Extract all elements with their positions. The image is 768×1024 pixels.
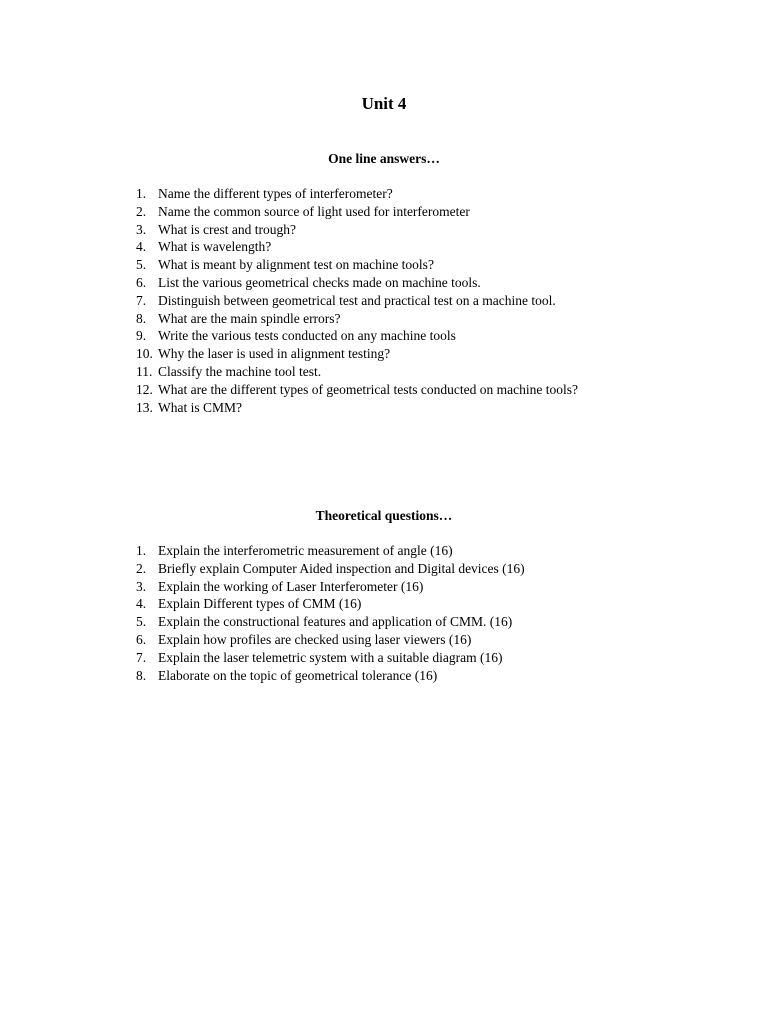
- question-item: [136, 613, 525, 631]
- theoretical-questions-list: [136, 542, 525, 684]
- question-number: 4.: [136, 596, 147, 612]
- question-item: [136, 381, 578, 399]
- question-item: [136, 667, 525, 685]
- one-line-questions-list: [136, 185, 578, 416]
- question-text: Explain the laser telemetric system with a suitable diagram (16): [158, 649, 503, 665]
- question-number: 5.: [136, 257, 147, 273]
- question-number: 3.: [136, 221, 147, 237]
- question-text: What is wavelength?: [158, 239, 272, 255]
- question-number: 6.: [136, 274, 147, 290]
- question-item: [136, 578, 525, 596]
- question-number: 7.: [136, 649, 147, 665]
- question-number: 1.: [136, 543, 147, 558]
- question-text: Write the various tests conducted on any machine tools: [158, 328, 456, 344]
- question-text: What is meant by alignment test on machine tools?: [158, 257, 434, 273]
- question-item: [136, 185, 578, 203]
- question-text: Elaborate on the topic of geometrical tolerance (16): [158, 667, 438, 683]
- question-item: [136, 542, 525, 560]
- question-item: [136, 560, 525, 578]
- question-item: [136, 310, 578, 328]
- question-item: [136, 327, 578, 345]
- question-number: 12.: [136, 381, 153, 397]
- question-number: 8.: [136, 310, 147, 326]
- question-number: 2.: [136, 560, 147, 576]
- question-text: List the various geometrical checks made on machine tools.: [158, 274, 481, 290]
- section-heading-theoretical-questions: Theoretical questions…: [315, 508, 453, 523]
- question-number: 1.: [136, 186, 147, 201]
- question-number: 13.: [136, 399, 153, 415]
- question-number: 7.: [136, 292, 147, 308]
- question-text: Distinguish between geometrical test and practical test on a machine tool.: [158, 292, 556, 308]
- question-text: Classify the machine tool test.: [158, 363, 322, 379]
- question-item: [136, 345, 578, 363]
- question-number: 9.: [136, 328, 147, 344]
- question-number: 8.: [136, 667, 147, 683]
- question-text: Explain how profiles are checked using laser viewers (16): [158, 631, 472, 647]
- question-text: Briefly explain Computer Aided inspection and Digital devices (16): [158, 560, 525, 576]
- question-item: [136, 595, 525, 613]
- question-text: What are the different types of geometrical tests conducted on machine tools?: [158, 381, 578, 397]
- question-item: [136, 399, 578, 417]
- question-item: [136, 238, 578, 256]
- question-item: [136, 221, 578, 239]
- question-number: 10.: [136, 346, 153, 362]
- question-item: [136, 292, 578, 310]
- question-text: Explain the interferometric measurement of angle (16): [158, 543, 453, 558]
- question-number: 6.: [136, 631, 147, 647]
- question-item: [136, 203, 578, 221]
- question-number: 3.: [136, 578, 147, 594]
- question-number: 2.: [136, 203, 147, 219]
- question-text: Why the laser is used in alignment testing?: [158, 346, 391, 362]
- question-item: [136, 256, 578, 274]
- question-text: What is crest and trough?: [158, 221, 296, 237]
- question-item: [136, 649, 525, 667]
- question-text: What are the main spindle errors?: [158, 310, 341, 326]
- question-number: 11.: [136, 363, 153, 379]
- question-item: [136, 631, 525, 649]
- question-text: Name the common source of light used for interferometer: [158, 203, 470, 219]
- question-text: Explain the constructional features and application of CMM. (16): [158, 614, 513, 630]
- question-text: What is CMM?: [158, 399, 242, 415]
- question-text: Name the different types of interferometer?: [158, 186, 393, 201]
- question-item: [136, 363, 578, 381]
- question-text: Explain the working of Laser Interferometer (16): [158, 578, 424, 594]
- page-title: Unit 4: [361, 94, 407, 113]
- question-text: Explain Different types of CMM (16): [158, 596, 362, 612]
- question-number: 5.: [136, 614, 147, 630]
- section-heading-one-line-answers: One line answers…: [328, 151, 440, 166]
- question-number: 4.: [136, 239, 147, 255]
- question-item: [136, 274, 578, 292]
